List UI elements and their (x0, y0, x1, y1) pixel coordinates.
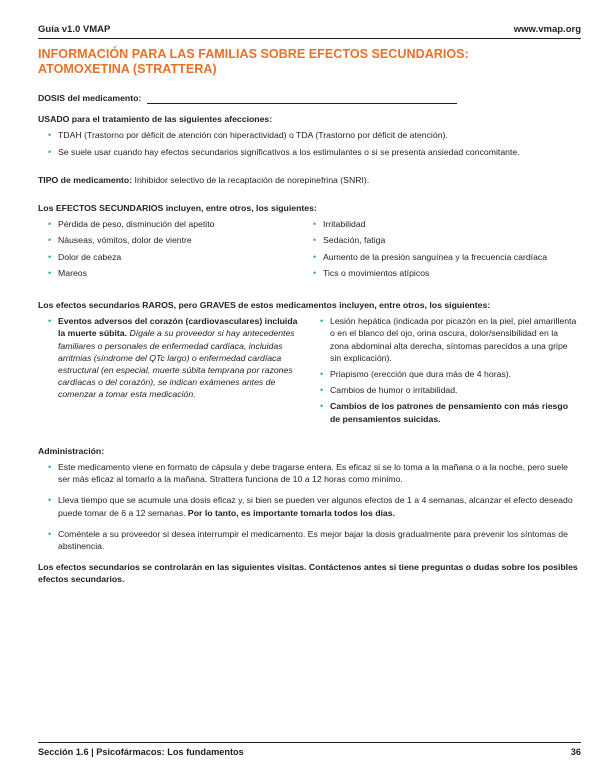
closing-note: Los efectos secundarios se controlarán en las siguientes visitas. Contáctenos antes si tiene preguntas o dudas sobre los posibles efectos secundarios. (38, 562, 578, 585)
bullet-icon: • (48, 235, 52, 246)
list-item: • Coméntele a su proveedor si desea interrumpir el medicamento. Es mejor bajar la dosis gradualmente para prevenir los síntomas de abstinencia. (48, 528, 568, 552)
list-item: • Eventos adversos del corazón (cardiovasculares) incluida la muerte súbita. Dígale a su proveedor si hay antecedentes familiares o personales de enfermedad cardíaca, incluidas arritmias (síndrome del QTc largo) o enfermedad cardíaca estructural (en especial, muerte súbita temprana por razones cardíacas o del corazón), se indican exámenes antes de comenzar a tomar esta medicación. (48, 316, 298, 400)
list-item: • Cambios de humor o irritabilidad. (320, 385, 458, 396)
bullet-icon: • (48, 251, 52, 262)
bullet-icon: • (313, 235, 317, 246)
side-effects-heading: Los EFECTOS SECUNDARIOS incluyen, entre otros, los siguientes: (38, 203, 317, 214)
usage-heading: USADO para el tratamiento de las siguientes afecciones: (38, 114, 273, 125)
list-item: • Priapismo (erección que dura más de 4 horas). (320, 369, 512, 380)
list-item: • Lesión hepática (indicada por picazón en la piel, piel amarillenta o en el blanco del ojo, orina oscura, dolor/sensibilidad en la zona abdominal alta derecha, síntomas parecidos a una gripe sin explicación). (320, 316, 577, 363)
side-effects-section (38, 202, 578, 283)
page-title: INFORMACIÓN PARA LAS FAMILIAS SOBRE EFECTOS SECUNDARIOS: ATOMOXETINA (STRATTERA) (38, 47, 469, 76)
bullet-icon: • (48, 495, 52, 506)
document-body (38, 92, 578, 586)
list-item: • Dolor de cabeza (48, 251, 122, 262)
type-value: Inhibidor selectivo de la recaptación de norepinefrina (SNRI). (132, 174, 370, 185)
list-item: • Irritabilidad (313, 219, 366, 230)
header-rule (38, 38, 581, 39)
bullet-icon: • (48, 219, 52, 230)
dose-label: DOSIS del medicamento: (38, 93, 142, 103)
rare-effects-left-list (38, 315, 320, 429)
bullet-icon: • (320, 385, 324, 396)
list-item: • Mareos (48, 267, 87, 278)
list-item: • Se suele usar cuando hay efectos secundarios significativos a los estimulantes o si se presenta ansiedad concomitante. (48, 146, 520, 157)
list-item: • Náuseas, vómitos, dolor de vientre (48, 235, 192, 246)
bullet-icon: • (48, 267, 52, 278)
guide-version: Guía v1.0 VMAP (38, 24, 111, 35)
list-item: • Aumento de la presión sanguínea y la frecuencia cardíaca (313, 251, 548, 262)
website-link[interactable]: www.vmap.org (513, 24, 581, 35)
bullet-icon: • (313, 267, 317, 278)
footer-rule (38, 742, 581, 743)
type-label: TIPO de medicamento: (38, 174, 133, 185)
bullet-icon: • (313, 219, 317, 230)
bullet-icon: • (48, 316, 52, 327)
bullet-icon: • (48, 130, 52, 141)
list-item: • Tics o movimientos atípicos (313, 267, 430, 278)
administration-heading: Administración: (38, 445, 105, 456)
rare-effects-right-list (320, 315, 578, 429)
list-item: • Lleva tiempo que se acumule una dosis eficaz y, si bien se pueden ver algunos efectos de 1 a 4 semanas, alcanzar el efecto deseado puede tomar de 6 a 12 semanas. Por lo tanto, es importante tomarla todos los días. (48, 495, 573, 518)
bullet-icon: • (48, 462, 52, 473)
list-item: • Cambios de los patrones de pensamiento con más riesgo de pensamientos suicidas. (320, 401, 569, 424)
bullet-icon: • (48, 146, 52, 157)
bullet-icon: • (320, 369, 324, 380)
page-header (38, 24, 581, 38)
usage-section (38, 113, 578, 158)
administration-section (38, 445, 578, 552)
list-item: • TDAH (Trastorno por déficit de atención con hiperactividad) o TDA (Trastorno por déficit de atención). (48, 130, 448, 141)
type-section (38, 174, 578, 186)
list-item: • Sedación, fatiga (313, 235, 386, 246)
bullet-icon: • (320, 401, 324, 412)
side-effects-left-list (38, 218, 313, 283)
list-item: • Pérdida de peso, disminución del apetito (48, 219, 215, 230)
bullet-icon: • (320, 316, 324, 327)
dose-field (38, 92, 578, 104)
section-label: Sección 1.6 | Psicofármacos: Los fundamentos (38, 747, 244, 757)
rare-effects-section (38, 299, 578, 429)
side-effects-right-list (313, 218, 578, 283)
list-item: • Este medicamento viene en formato de cápsula y debe tragarse entera. Es eficaz si se lo toma a la mañana o a la noche, pero suele ser más eficaz al tomarlo a la mañana. Strattera funciona de 10 a 12 horas como mínimo. (48, 462, 568, 485)
dose-blank-line (147, 93, 457, 104)
bullet-icon: • (313, 251, 317, 262)
page-number: 36 (570, 747, 581, 757)
bullet-icon: • (48, 528, 52, 539)
rare-effects-heading: Los efectos secundarios RAROS, pero GRAVES de estos medicamentos incluyen, entre otros, los siguientes: (38, 300, 491, 311)
